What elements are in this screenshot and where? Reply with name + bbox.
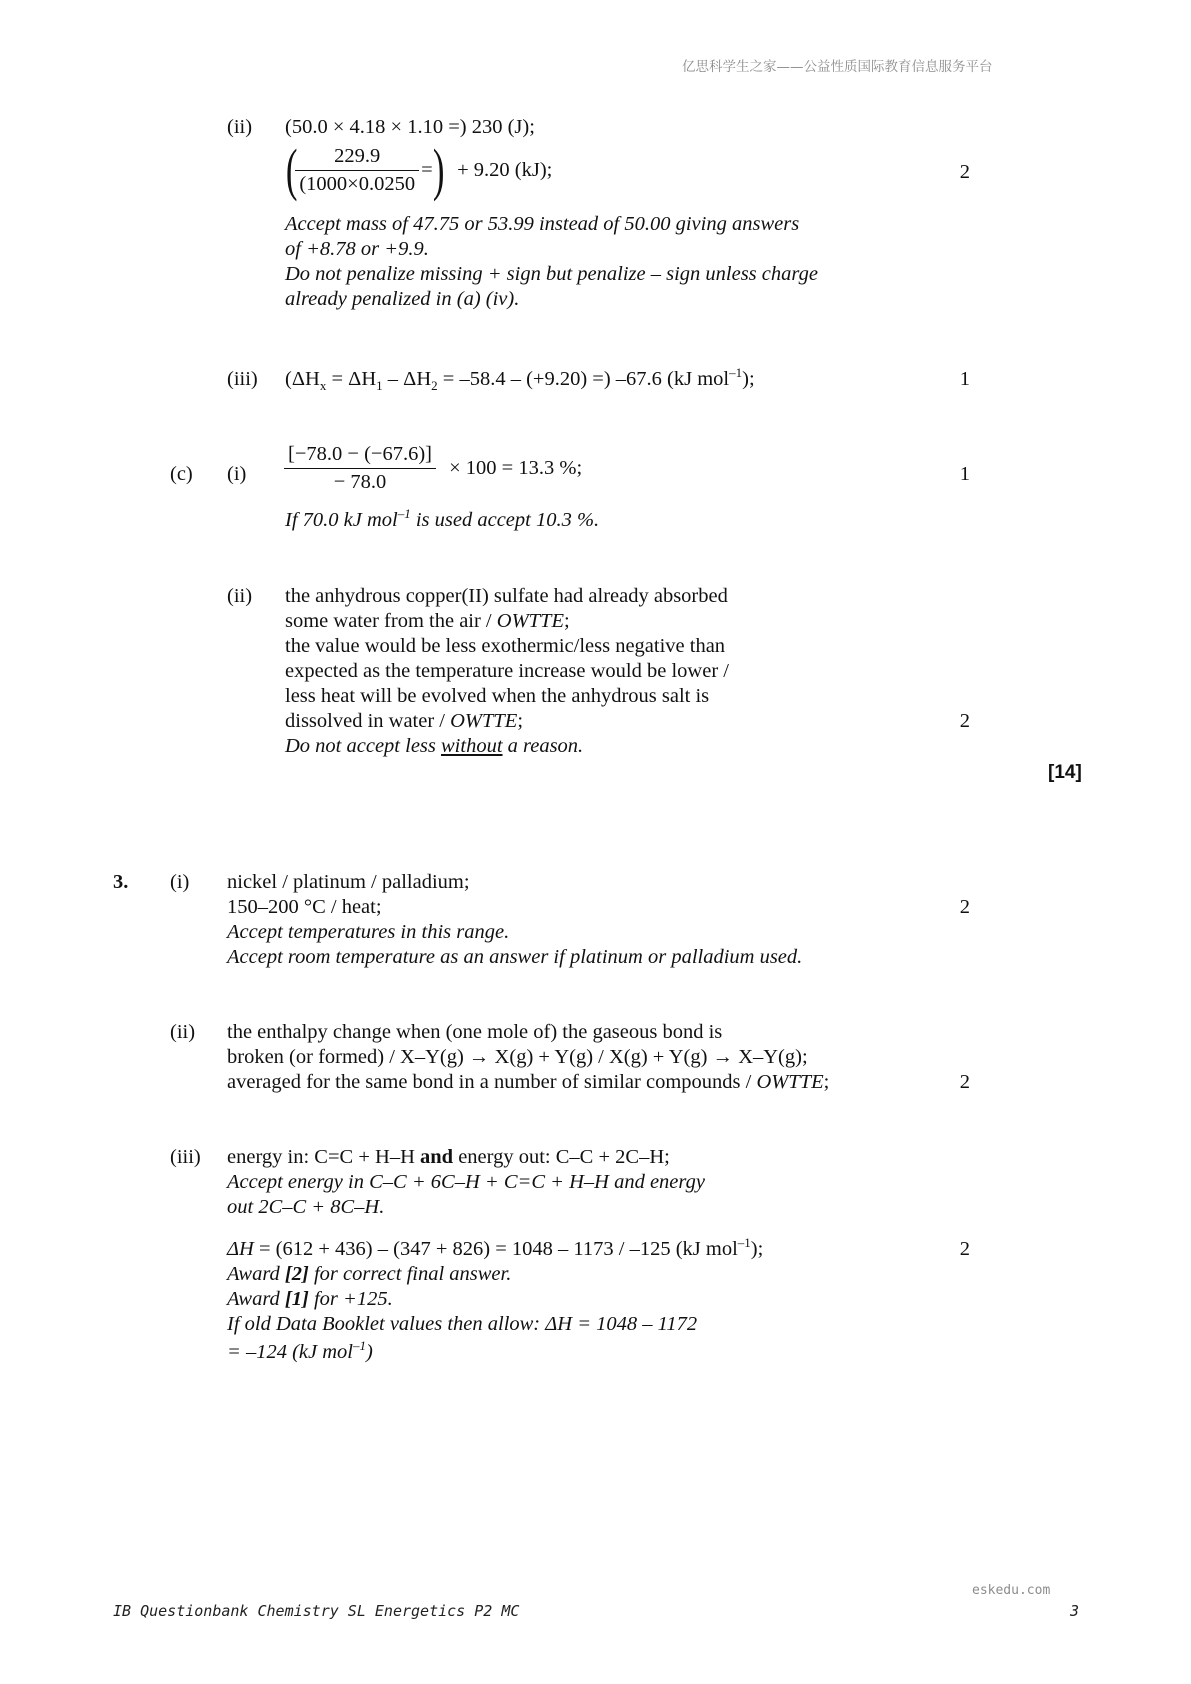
note-part: a reason. [502, 735, 584, 757]
q2b-ii-note3: Do not penalize missing + sign but penalize – sign unless charge [285, 263, 818, 285]
header-watermark: 亿思科学生之家——公益性质国际教育信息服务平台 [682, 59, 993, 75]
award-marks: [2] [284, 1263, 309, 1285]
q3-number: 3. [113, 871, 129, 893]
q2c-ii-line6 [285, 709, 523, 734]
q2b-ii-fraction-expression [282, 137, 553, 207]
fraction-denominator: − 78.0 [333, 471, 387, 493]
q2c-ii-mark: 2 [959, 710, 970, 732]
q2c-ii-line5: less heat will be evolved when the anhydrous salt is [285, 685, 710, 707]
q2c-ii-line4: expected as the temperature increase would be lower / [285, 660, 729, 682]
award-marks: [1] [284, 1288, 309, 1310]
text-part: ; [517, 710, 524, 732]
q3-iii-delta-h [227, 1237, 763, 1262]
q2c-i-note [285, 508, 599, 533]
q2b-iii-equation [285, 367, 755, 392]
text-part: ; [823, 1071, 830, 1093]
q3-ii-label: (ii) [170, 1021, 196, 1043]
fraction-numerator: [−78.0 − (−67.6)] [284, 443, 436, 469]
text-part: energy out: C–C + 2C–H; [453, 1146, 670, 1168]
q2c-ii-line2 [285, 609, 570, 634]
q3-i-note1: Accept temperatures in this range. [227, 921, 510, 943]
question-total-marks: [14] [1048, 762, 1082, 783]
text-part: ) [365, 1341, 373, 1363]
q2c-i-tail: × 100 = 13.3 %; [449, 457, 583, 479]
fraction-numerator: 229.9 [295, 145, 419, 171]
footer-title: IB Questionbank Chemistry SL Energetics P2 MC [113, 1602, 520, 1620]
q2c-i-expression [284, 443, 582, 494]
text-part: ; [563, 610, 570, 632]
q3-i-label: (i) [170, 871, 190, 893]
eq-part: = ΔH [326, 368, 377, 390]
q3-iii-note4 [227, 1340, 373, 1365]
owtte-text: OWTTE [756, 1071, 824, 1093]
text-part: some water from the air / [285, 610, 497, 632]
q2b-iii-label: (iii) [227, 368, 258, 390]
eq-part: (ΔH [285, 368, 320, 390]
note-part: is used accept 10.3 %. [410, 509, 600, 531]
q3-iii-mark: 2 [959, 1238, 970, 1260]
q3-i-note2: Accept room temperature as an answer if platinum or palladium used. [227, 946, 803, 968]
q3-iii-award1 [227, 1262, 511, 1287]
eq-sub: 1 [376, 378, 383, 394]
note-part: Do not accept less [285, 735, 441, 757]
owtte-text: OWTTE [496, 610, 564, 632]
eq-sub: 2 [431, 378, 438, 394]
text-sup: –1 [737, 1235, 751, 1251]
text-part: for +125. [308, 1288, 393, 1310]
q2c-ii-label: (ii) [227, 585, 253, 607]
eq-part: ); [742, 368, 755, 390]
footer-watermark: eskedu.com [972, 1583, 1051, 1598]
q3-iii-note1: Accept energy in C–C + 6C–H + C=C + H–H and energy [227, 1171, 705, 1193]
q2b-ii-fraction [295, 145, 419, 196]
q2b-ii-mark: 2 [959, 161, 970, 183]
note-sup: –1 [397, 506, 411, 522]
q2b-ii-note4: already penalized in (a) (iv). [285, 288, 520, 310]
right-paren: ) [432, 137, 445, 202]
q3-iii-note3: If old Data Booklet values then allow: ΔH = 1048 – 1172 [227, 1313, 698, 1335]
note-part: If 70.0 kJ mol [285, 509, 398, 531]
page-number: 3 [1070, 1602, 1080, 1620]
q3-i-mark: 2 [959, 896, 970, 918]
text-part: averaged for the same bond in a number of similar compounds / [227, 1071, 757, 1093]
owtte-text: OWTTE [450, 710, 518, 732]
q2c-part-label: (c) [170, 463, 193, 485]
q2c-ii-line3: the value would be less exothermic/less negative than [285, 635, 726, 657]
text-part: energy in: C=C + H–H [227, 1146, 420, 1168]
eq-part: = –58.4 – (+9.20) =) –67.6 (kJ mol [437, 368, 730, 390]
q2c-i-label: (i) [227, 463, 247, 485]
q2b-ii-note1: Accept mass of 47.75 or 53.99 instead of 50.00 giving answers [285, 213, 800, 235]
q3-iii-award2 [227, 1287, 393, 1312]
q2b-ii-note2: of +8.78 or +9.9. [285, 238, 429, 260]
text-sup: –1 [352, 1338, 366, 1354]
eq-sub: x [319, 378, 327, 394]
q2c-i-mark: 1 [959, 463, 970, 485]
q2c-ii-note [285, 734, 583, 759]
text-part: = (612 + 436) – (347 + 826) = 1048 – 1173 / –125 (kJ mol [253, 1238, 738, 1260]
q2b-ii-line2-tail: + 9.20 (kJ); [457, 158, 553, 181]
text-part: = –124 (kJ mol [227, 1341, 353, 1363]
q3-iii-line1 [227, 1145, 670, 1170]
left-paren: ( [285, 137, 298, 202]
q3-ii-line3 [227, 1070, 829, 1095]
q3-i-line1: nickel / platinum / palladium; [227, 871, 470, 893]
q3-iii-note2: out 2C–C + 8C–H. [227, 1196, 385, 1218]
q2b-iii-mark: 1 [959, 368, 970, 390]
fraction-equals: = [421, 158, 433, 181]
q2b-ii-line1: (50.0 × 4.18 × 1.10 =) 230 (J); [285, 116, 535, 138]
text-part: Award [227, 1263, 285, 1285]
q3-ii-line1: the enthalpy change when (one mole of) the gaseous bond is [227, 1021, 723, 1043]
eq-part: – ΔH [382, 368, 432, 390]
q3-iii-label: (iii) [170, 1146, 201, 1168]
text-part: for correct final answer. [308, 1263, 512, 1285]
eq-sup: –1 [729, 365, 743, 381]
q2c-ii-line1: the anhydrous copper(II) sulfate had already absorbed [285, 585, 728, 607]
q3-ii-mark: 2 [959, 1071, 970, 1093]
underlined-word: without [441, 735, 503, 757]
text-part: ); [750, 1238, 764, 1260]
fraction-denominator: (1000×0.0250 [299, 172, 416, 195]
q2b-ii-label: (ii) [227, 116, 253, 138]
q3-ii-line2: broken (or formed) / X–Y(g) → X(g) + Y(g) / X(g) + Y(g) → X–Y(g); [227, 1046, 808, 1068]
bold-and: and [420, 1146, 454, 1168]
q2c-i-fraction [284, 443, 436, 494]
delta-h-symbol: ΔH [227, 1238, 254, 1260]
text-part: dissolved in water / [285, 710, 451, 732]
text-part: Award [227, 1288, 285, 1310]
q3-i-line2: 150–200 °C / heat; [227, 896, 382, 918]
